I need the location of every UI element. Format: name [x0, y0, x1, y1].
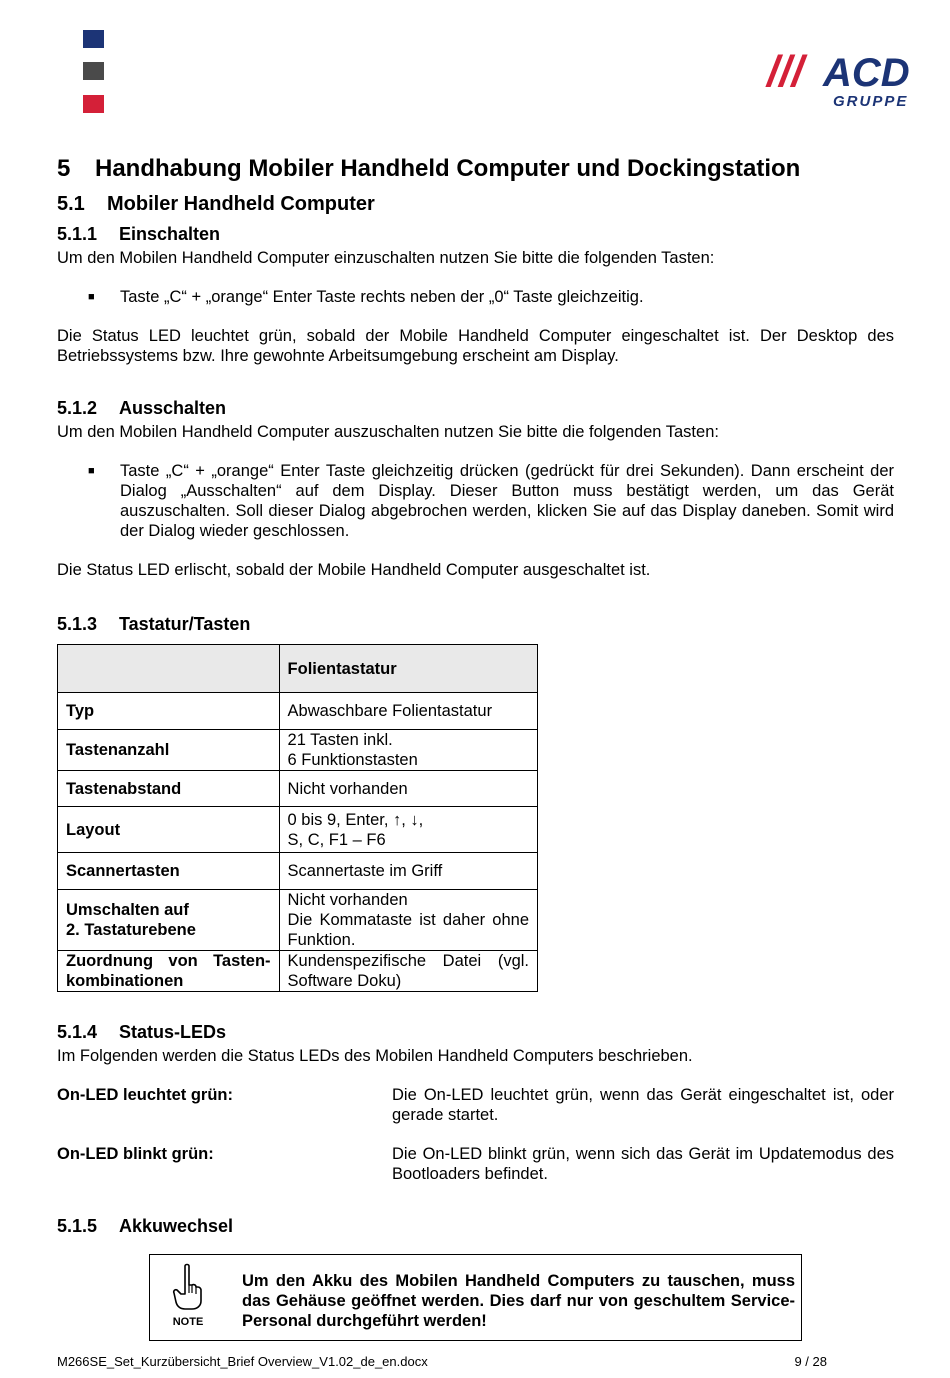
section-5-1-1-body: Die Status LED leuchtet grün, sobald der Mobile Handheld Computer eingeschaltet ist. Der Desktop des Betriebssystems bzw. Ihre gewohnte Arbeitsumgebung erscheint am Display.: [57, 327, 894, 365]
row-label: Layout: [58, 807, 280, 853]
note-label: NOTE: [172, 1316, 204, 1328]
logo-slashes: ///: [767, 47, 804, 96]
led-description: Die On-LED leuchtet grün, wenn das Gerät eingeschaltet ist, oder gerade startet.: [392, 1086, 894, 1124]
led-description: Die On-LED blinkt grün, wenn sich das Gerät im Updatemodus des Bootloaders befindet.: [392, 1145, 894, 1183]
section-5-heading: 5 Handhabung Mobiler Handheld Computer und Dockingstation: [57, 155, 801, 182]
row-label: Tastenabstand: [58, 771, 280, 807]
logo-square-red: [83, 95, 104, 113]
pointing-hand-icon: [171, 1263, 205, 1311]
row-value: Nicht vorhanden Die Kommataste ist daher ohne Funktion.: [279, 890, 537, 951]
led-item: [57, 1144, 894, 1184]
section-5-1-3-heading: 5.1.3 Tastatur/Tasten: [57, 614, 251, 634]
table-row: [58, 890, 538, 951]
note-icon-block: [163, 1263, 213, 1328]
section-5-1-5-heading: 5.1.5 Akkuwechsel: [57, 1216, 234, 1236]
page-footer: [57, 1354, 827, 1369]
table-row: [58, 730, 538, 771]
row-value: Kundenspezifische Datei (vgl. Software Doku): [279, 951, 537, 992]
section-5-1-2-intro: Um den Mobilen Handheld Computer auszuschalten nutzen Sie bitte die folgenden Tasten:: [57, 423, 719, 441]
logo-sub: GRUPPE: [833, 93, 909, 110]
section-5-1-1-list: [57, 287, 894, 307]
acd-gruppe-logo: [765, 46, 920, 112]
list-item: ■ Taste „C“ + „orange“ Enter Taste rechts neben der „0“ Taste gleichzeitig.: [88, 288, 644, 306]
led-item: [57, 1085, 894, 1125]
row-label: Umschalten auf 2. Tastaturebene: [58, 890, 280, 951]
note-box: [149, 1254, 802, 1341]
row-value: 0 bis 9, Enter, ↑, ↓, S, C, F1 – F6: [279, 807, 537, 853]
table-header-cell: Folientastatur: [279, 645, 537, 693]
list-item: ■ Taste „C“ + „orange“ Enter Taste gleichzeitig drücken (gedrückt für drei Sekunden). Dann erscheint der Dialog „Ausschalten“ auf dem Display. Dieser Button muss bestätigt werden, um das Gerät auszuschalten. Soll dieser Dialog abgebrochen werden, klicken Sie auf das Display daneben. Somit wird der Dialog wieder geschlossen.: [88, 462, 894, 540]
section-5-1-1-heading: 5.1.1 Einschalten: [57, 224, 221, 244]
row-value: 21 Tasten inkl. 6 Funktionstasten: [279, 730, 537, 771]
section-5-1-2-list: [57, 461, 894, 541]
row-value: Scannertaste im Griff: [279, 853, 537, 890]
table-row: [58, 807, 538, 853]
table-row: [58, 771, 538, 807]
table-row: [58, 693, 538, 730]
footer-page-number: 9 / 28: [794, 1354, 827, 1369]
led-label: On-LED blinkt grün:: [57, 1145, 214, 1163]
section-5-1-4-heading: 5.1.4 Status-LEDs: [57, 1022, 227, 1042]
row-label: Scannertasten: [58, 853, 280, 890]
page-content: [57, 152, 894, 1240]
row-label: Typ: [58, 693, 280, 730]
section-5-1-2-heading: 5.1.2 Ausschalten: [57, 398, 227, 418]
section-5-1-heading: 5.1 Mobiler Handheld Computer: [57, 193, 375, 215]
logo-brand: ACD: [823, 51, 910, 95]
logo-square-gray: [83, 62, 104, 80]
table-corner-cell: [58, 645, 280, 693]
row-value: Abwaschbare Folientastatur: [279, 693, 537, 730]
row-value: Nicht vorhanden: [279, 771, 537, 807]
section-5-1-1-intro: Um den Mobilen Handheld Computer einzuschalten nutzen Sie bitte die folgenden Tasten:: [57, 249, 715, 267]
note-text: Um den Akku des Mobilen Handheld Computers zu tauschen, muss das Gehäuse geöffnet werden. Dies darf nur von geschultem Service-Personal durchgeführt werden!: [242, 1272, 795, 1330]
keyboard-spec-table: [57, 644, 538, 992]
logo-square-blue: [83, 30, 104, 48]
section-5-1-4-intro: Im Folgenden werden die Status LEDs des Mobilen Handheld Computers beschrieben.: [57, 1047, 693, 1065]
footer-filename: M266SE_Set_Kurzübersicht_Brief Overview_V1.02_de_en.docx: [57, 1354, 428, 1369]
table-row: [58, 853, 538, 890]
row-label: Zuordnung von Tasten-kombinationen: [58, 951, 280, 992]
section-5-1-2-body: Die Status LED erlischt, sobald der Mobile Handheld Computer ausgeschaltet ist.: [57, 561, 651, 579]
led-label: On-LED leuchtet grün:: [57, 1086, 233, 1104]
table-row: [58, 951, 538, 992]
row-label: Tastenanzahl: [58, 730, 280, 771]
